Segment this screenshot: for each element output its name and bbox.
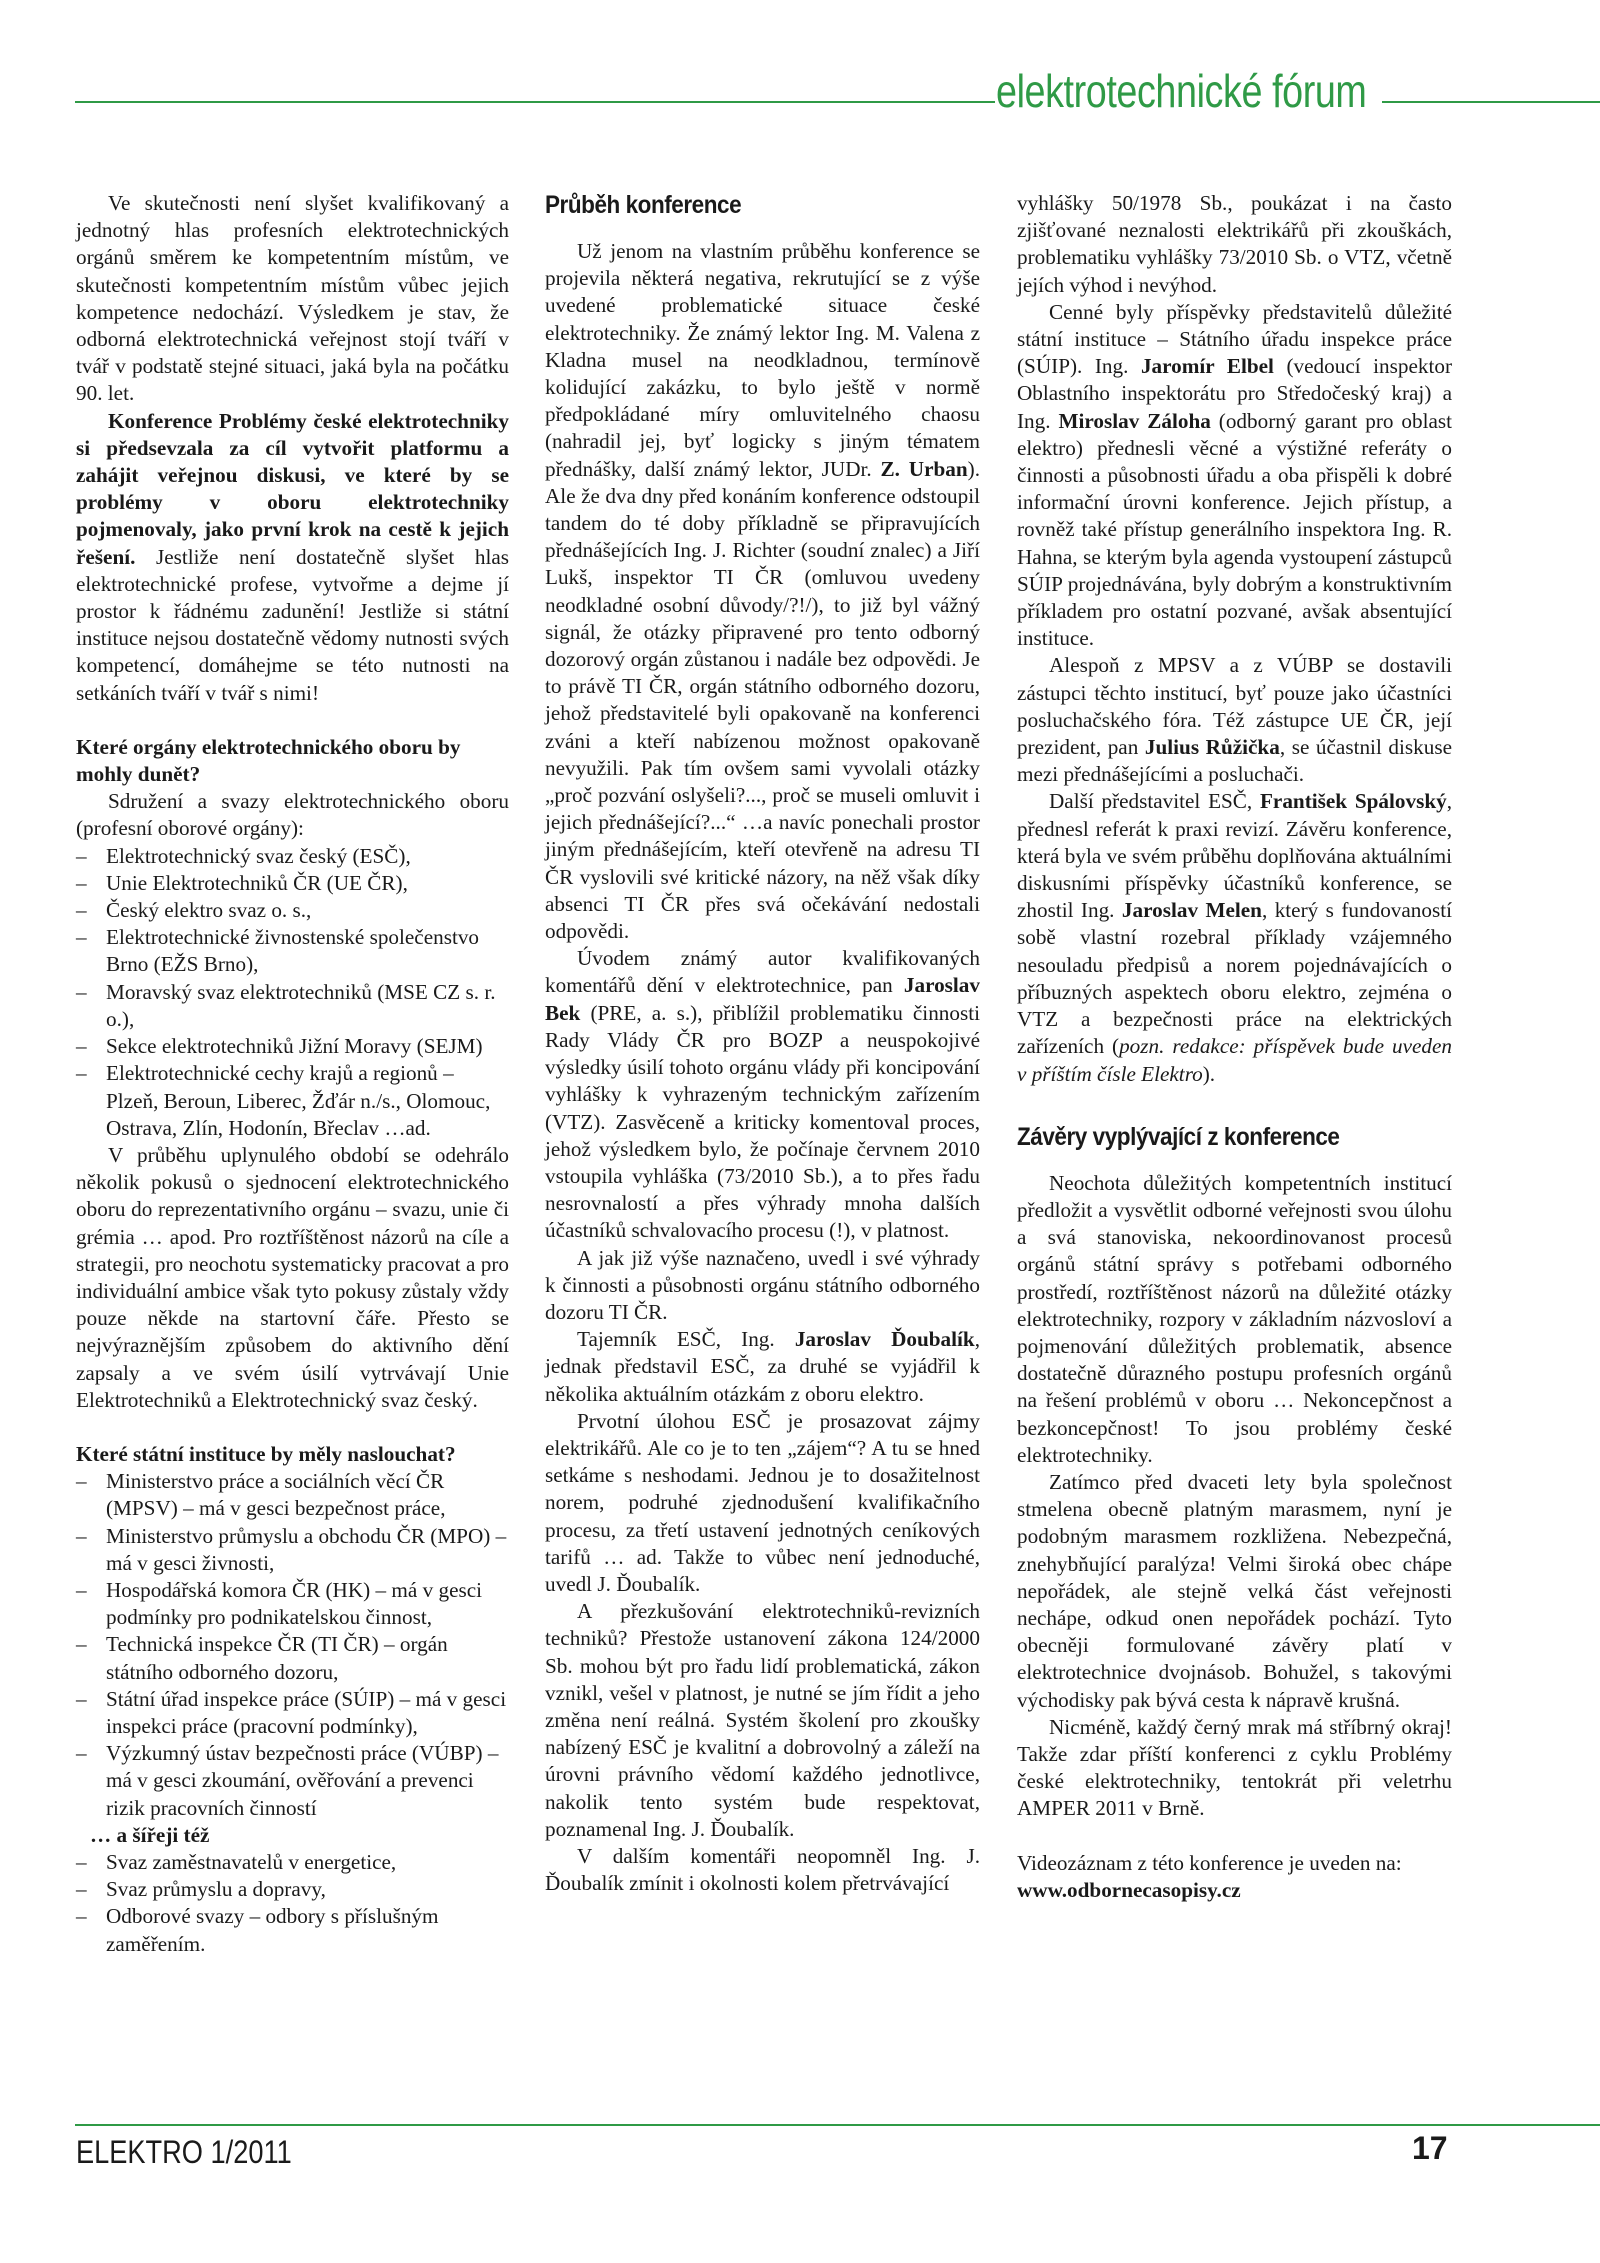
paragraph: [545, 945, 980, 1244]
list-item: – Ministerstvo průmyslu a obchodu ČR (MPO) – má v gesci živnosti,: [76, 1523, 509, 1577]
list-item: – Technická inspekce ČR (TI ČR) – orgán státního odborného dozoru,: [76, 1631, 509, 1685]
paragraph-text: Už jenom na vlastním průběhu konference se projevila některá negativa, rekrutující se z výše uvedené problematické situace české elektrotechniky. Že známý lektor Ing. M. Valena z Kladna musel na neodkladnou, termínově kolidující zakázku, to bylo ještě v normě předpokládané míry omluvitelného chaosu (nahradil jej, byť logicky s jiným tématem přednášky, další známý lektor, JUDr.: [545, 239, 980, 481]
heading-conclusions: Závěry vyplývající z konference: [1017, 1122, 1340, 1151]
editor-note: pozn. redakce: příspěvek bude uveden v příštím čísle Elektro: [1017, 1034, 1452, 1086]
list-item: – Elektrotechnické živnostenské společenstvo Brno (EŽS Brno),: [76, 924, 509, 978]
list-item: – Odborové svazy – odbory s příslušným zaměřením.: [76, 1903, 509, 1957]
bold-name: Jaroslav Melen: [1121, 898, 1262, 923]
paragraph: Neochota důležitých kompetentních institucí předložit a vysvětlit odborné veřejnosti svou úlohu a svá stanoviska, nekoordinovanost procesů orgánů státní správy s potřebami odborného prostředí, roztříštěnost názorů na důležité otázky elektrotechniky, rozpory v základním názvosloví a pojmenování důležitých problematik, absence dostatečně důrazného postupu profesních orgánů na řešení problémů v oboru … Nekoncepčnost a bezkoncepčnost! To jsou problémy české elektrotechniky.: [1017, 1170, 1452, 1467]
paragraph-text: (PRE, a. s.), přiblížil problematiku činnosti Rady Vlády ČR pro BOZP a neuspokojivé výsledky úsilí tohoto orgánu vlády při koncipování vyhlášky k vyhrazeným technickým zařízením (VTZ). Zasvěceně a kriticky komentoval proces, jehož výsledkem bylo, že počínaje červnem 2010 vstoupila vyhláška (73/2010 Sb.), a to přes řadu nesrovnalostí a přes výhrady mnoha dalších účastníků schvalovacího procesu (!), v platnost.: [545, 1000, 980, 1243]
list-item: – Výzkumný ústav bezpečnosti práce (VÚBP) – má v gesci zkoumání, ověřování a prevenci rizik pracovních činností: [76, 1740, 509, 1822]
paragraph: [545, 238, 980, 945]
bold-name: František Spálovský: [1259, 789, 1447, 814]
list-item: – Elektrotechnické cechy krajů a regionů – Plzeň, Beroun, Liberec, Žďár n./s., Olomouc, Ostrava, Zlín, Hodonín, Břeclav …ad.: [76, 1060, 509, 1142]
list-item: – Svaz průmyslu a dopravy,: [76, 1876, 509, 1903]
list-item: – Státní úřad inspekce práce (SÚIP) – má v gesci inspekci práce (pracovní podmínky),: [76, 1686, 509, 1740]
list-item: – Moravský svaz elektrotechniků (MSE CZ s. r. o.),: [76, 979, 509, 1033]
paragraph-text: , přednesl referát k praxi revizí. Závěru konference, která byla ve svém průběhu doplňována aktuálními diskusními příspěvky účastníků konference, se zhostil Ing.: [1017, 789, 1452, 923]
paragraph-text: Další představitel ESČ,: [1049, 789, 1260, 814]
paragraph-text: , se účastnil diskuse mezi přednášejícími a posluchači.: [1017, 735, 1452, 787]
list-item: – Český elektro svaz o. s.,: [76, 897, 509, 924]
column-3: [1017, 190, 1452, 1904]
paragraph: [1017, 299, 1452, 653]
list-item: – Hospodářská komora ČR (HK) – má v gesci podmínky pro podnikatelskou činnost,: [76, 1577, 509, 1631]
paragraph: Videozáznam z této konference je uveden na:: [1017, 1850, 1402, 1875]
paragraph-text: (vedoucí inspektor Oblastního inspektorátu pro Středočeský kraj) a Ing.: [1017, 354, 1453, 433]
list-tail: … a šířeji též: [90, 1822, 210, 1847]
bold-name: Jaroslav Bek: [545, 973, 980, 1025]
paragraph-text: (odborný garant pro oblast elektro) přednesli věcné a výstižné referáty o činnosti a působnosti úřadu a oba přispěli k dobré informační úrovni konference. Jejich přístup, a rovněž také přístup generálního inspektora Ing. R. Hahna, se kterým byla agenda vystoupení zástupců SÚIP projednávána, byly dobrým a konstruktivním příkladem pro ostatní pozvané, avšak absentující instituce.: [1017, 408, 1453, 651]
paragraph-text: Alespoň z MPSV a z VÚBP se dostavili zástupci těchto institucí, byť pouze jako účastníci posluchačského fóra. Též zástupce UE ČR, její prezident, pan: [1017, 653, 1452, 760]
link-text[interactable]: www.odbornecasopisy.cz: [1017, 1877, 1241, 1902]
heading-course: Průběh konference: [545, 191, 742, 219]
page-number: 17: [1412, 2130, 1448, 2166]
list-item: – Elektrotechnický svaz český (ESČ),: [76, 843, 509, 870]
list-item: – Svaz zaměstnavatelů v energetice,: [76, 1849, 509, 1876]
section-title: elektrotechnické fórum: [996, 65, 1367, 117]
paragraph: [1017, 788, 1452, 1087]
paragraph-text: Cenné byly příspěvky představitelů důležité státní instituce – Státního úřadu inspekce práce (SÚIP). Ing.: [1017, 299, 1452, 379]
list-institutions: [76, 1468, 509, 1958]
paragraph-text: Úvodem známý autor kvalifikovaných komentářů dění v elektrotechnice, pan: [545, 946, 980, 998]
column-2: [545, 190, 980, 1897]
paragraph: [76, 408, 509, 707]
paragraph: [1017, 652, 1452, 788]
footer-rule: [75, 2124, 1600, 2126]
subheading-organs: Které orgány elektrotechnického oboru by mohly dunět?: [76, 734, 461, 787]
paragraph: V průběhu uplynulého období se odehrálo několik pokusů o sjednocení elektrotechnického oboru do reprezentativního orgánu – svazu, unie či grémia … apod. Pro roztříštěnost názorů na cíle a strategii, pro neochotu systematicky pracovat a pro individuální ambice však tyto pokusy zůstaly vždy pouze někde na startovní čáře. Přesto se nejvýraznějším způsobem do aktivního dění zapsaly a ve svém úsilí vytrvávají Unie Elektrotechniků a Elektrotechnický svaz český.: [76, 1142, 509, 1412]
list-item: – Unie Elektrotechniků ČR (UE ČR),: [76, 870, 509, 897]
list-associations: [76, 843, 509, 1142]
publication-name: ELEKTRO 1/2011: [76, 2134, 292, 2170]
list-item: – Sekce elektrotechniků Jižní Moravy (SEJM): [76, 1033, 509, 1060]
paragraph: A jak již výše naznačeno, uvedl i své výhrady k činnosti a působnosti orgánu státního odborného dozoru TI ČR.: [545, 1245, 980, 1324]
paragraph-text: , jednak představil ESČ, za druhé se vyjádřil k několika aktuálním otázkám z oboru elektro.: [545, 1327, 980, 1406]
paragraph-text: Jestliže není dostatečně slyšet hlas elektrotechnické profese, vytvořme a dejme jí prostor k řádnému zadunění! Jestliže si státní instituce nejsou dostatečně vědomy nutnosti svých kompetencí, domáhejme se této nutnosti na setkáních tváří v tvář s nimi!: [76, 544, 509, 705]
header-rule-left: [75, 101, 995, 103]
paragraph: Ve skutečnosti není slyšet kvalifikovaný a jednotný hlas profesních elektrotechnických orgánů směrem ke kompetentním místům, ve skutečnosti kompetentním místům vůbec jejich kompetence nedochází. Výsledkem je stav, že odborná elektrotechnická veřejnost stojí tváří v tvář v podstatě stejné situaci, jaká byla na počátku 90. let.: [76, 191, 509, 406]
paragraph: Sdružení a svazy elektrotechnického oboru (profesní oborové orgány):: [76, 789, 509, 841]
paragraph: vyhlášky 50/1978 Sb., poukázat i na často zjišťované neznalosti elektrikářů při zkouškách, problematiku vyhlášky 73/2010 Sb. o VTZ, včetně jejích výhod i nevýhod.: [1017, 191, 1452, 297]
subheading-institutions: Které státní instituce by měly naslouchat?: [76, 1441, 456, 1466]
bold-name: Julius Růžička: [1144, 735, 1280, 760]
paragraph: A přezkušování elektrotechniků-revizních techniků? Přestože ustanovení zákona 124/2000 Sb. mohou být pro řadu lidí problematická, zákon vznikl, vešel v platnost, je nutné se jím řídit a jeho změna není reálná. Systém školení pro zkoušky nabízený ESČ je kvalitní a dobrovolný a záleží na úrovni právního vědomí každého jednotlivce, nakolik tento systém bude respektovat, poznamenal Ing. J. Ďoubalík.: [545, 1599, 980, 1841]
bold-name: Z. Urban: [880, 456, 968, 481]
paragraph: [545, 1326, 980, 1408]
header-rule-right: [1382, 101, 1600, 103]
bold-name: Jaroslav Ďoubalík: [794, 1327, 975, 1352]
list-item: – Ministerstvo práce a sociálních věcí ČR (MPSV) – má v gesci bezpečnost práce,: [76, 1468, 509, 1522]
bold-name: Miroslav Záloha: [1058, 408, 1211, 433]
paragraph: Zatímco před dvaceti lety byla společnost stmelena obecně platným marasmem, nyní je podobným marasmem rozkližena. Nebezpečná, znehybňující paralýza! Velmi široká obec chápe nepořádek, ale stejně velká část veřejnosti nechápe, odkud onen nepořádek pochází. Tyto obecněji formulované závěry platí v elektrotechnice dvojnásob. Bohužel, s takovými východisky pak bývá cesta k nápravě krušná.: [1017, 1469, 1452, 1712]
paragraph-text: ).: [1202, 1061, 1216, 1086]
paragraph-text: , který s fundovaností sobě vlastní rozebral příklady vzájemného nesouladu předpisů a norem pojednávajících o příbuzných aspektech oboru elektro, zejména o VTZ a bezpečnosti práce na elektrických zařízeních (: [1017, 898, 1452, 1059]
paragraph-text: Tajemník ESČ, Ing.: [577, 1327, 795, 1352]
paragraph-text: ). Ale že dva dny před konáním konference odstoupil tandem do té doby příkladně se připravujících přednášejících Ing. J. Richter (soudní znalec) a Jiří Lukš, inspektor TI ČR (omluvou uvedeny neodkladné osobní důvody/?!/), to již byl vážný signál, že otázky připravené pro tento odborný dozorový orgán zůstanou i nadále bez odpovědi. Je to právě TI ČR, orgán státního odborného dozoru, jehož představitelé byli opakovaně na konferenci zváni a kteří nabízenou možnost opakovaně nevyužili. Pak tím ovšem sami vyvolali otázky „proč pozvání oslyšeli?..., proč se museli omluvit i jejich přednášející?...“ …a navíc ponechali prostor jiným přednášejícím, kteří otevřeně na adresu TI ČR vyslovili své kritické názory, na něž však díky absenci TI ČR přes svá očekávání nedostali odpovědi.: [545, 456, 981, 944]
bold-lead: Konference Problémy české elektrotechniky si předsevzala za cíl vytvořit platformu a zahájit veřejnou diskusi, ve které by se problémy v oboru elektrotechniky pojmenovaly, jako první krok na cestě k jejich řešení.: [76, 408, 509, 569]
column-1: [76, 190, 509, 1958]
website-link[interactable]: [1017, 1877, 1452, 1904]
paragraph: V dalším komentáři neopomněl Ing. J. Ďoubalík zmínit i okolnosti kolem přetrvávající: [545, 1843, 980, 1896]
paragraph: Prvotní úlohou ESČ je prosazovat zájmy elektrikářů. Ale co je to ten „zájem“? A tu se hned setkáme s neshodami. Jednou je to dosažitelnost norem, podruhé zjednodušení kvalifikačního procesu, za třetí ustavení jednotných ceníkových tarifů … ad. Takže to vůbec není jednoduché, uvedl J. Ďoubalík.: [545, 1408, 980, 1596]
paragraph: Nicméně, každý černý mrak má stříbrný okraj! Takže zdar příští konferenci z cyklu Problémy české elektrotechniky, tentokrát při veletrhu AMPER 2011 v Brně.: [1017, 1714, 1452, 1821]
bold-name: Jaromír Elbel: [1140, 354, 1274, 379]
